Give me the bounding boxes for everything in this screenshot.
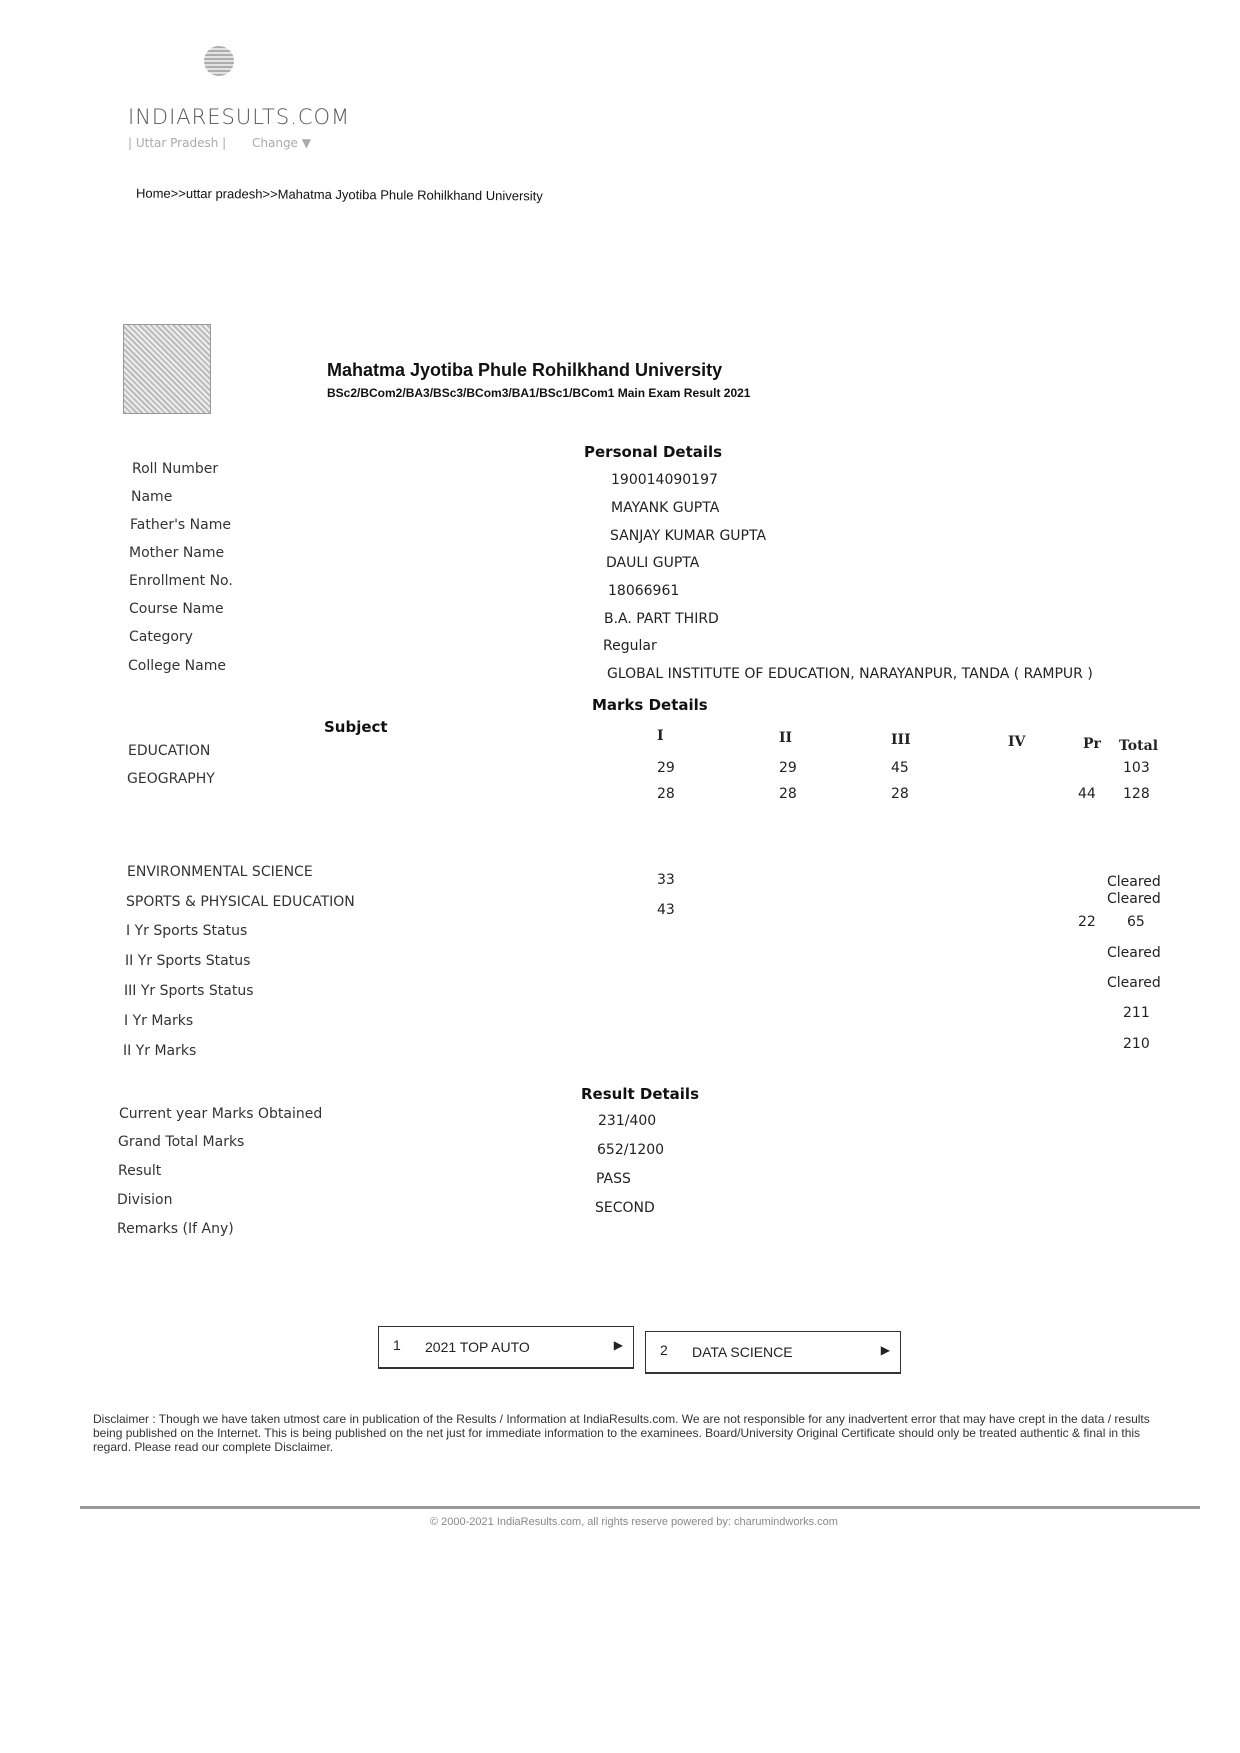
university-logo	[123, 324, 211, 414]
subject-name: III Yr Sports Status	[124, 983, 254, 999]
personal-value: Regular	[603, 638, 657, 654]
subject-heading: Subject	[324, 718, 388, 736]
mark-total: Cleared	[1107, 945, 1161, 961]
copyright-text: © 2000-2021 IndiaResults.com, all rights reserve powered by: charumindworks.com	[430, 1516, 838, 1528]
mark-i: 28	[657, 786, 675, 802]
disclaimer-text: Disclaimer : Though we have taken utmost care in publication of the Results / Information at IndiaResults.com. We are not responsible for any inadvertent error that may have crept in the data / results being published on the Internet. This is being published on the net just for immediate information to the examinees. Board/University Original Certificate should only be treated authentic & final in this regard. Please read our complete Disclaimer.	[93, 1412, 1150, 1454]
mark-i: 33	[657, 872, 675, 888]
column-header: III	[891, 732, 911, 748]
personal-label: Father's Name	[130, 517, 231, 533]
play-arrow-icon: ▶	[613, 1338, 623, 1352]
personal-value: 190014090197	[611, 472, 718, 488]
subject-name: II Yr Sports Status	[125, 953, 251, 969]
subject-name: ENVIRONMENTAL SCIENCE	[127, 864, 313, 880]
mark-pr: 22	[1078, 914, 1096, 930]
mark-total: Cleared	[1107, 975, 1161, 991]
mark-pr: 44	[1078, 786, 1096, 802]
personal-label: Name	[131, 489, 173, 505]
subject-name: II Yr Marks	[123, 1043, 197, 1059]
mark-iii: 45	[891, 760, 909, 776]
mark-total: 210	[1123, 1036, 1150, 1052]
personal-label: Course Name	[129, 601, 224, 617]
personal-value: DAULI GUPTA	[606, 555, 700, 571]
personal-label: Category	[129, 629, 193, 645]
mark-total: 103	[1123, 760, 1150, 776]
result-value: PASS	[596, 1171, 631, 1187]
result-label: Current year Marks Obtained	[119, 1106, 323, 1122]
play-arrow-icon: ▶	[880, 1343, 890, 1357]
personal-value: B.A. PART THIRD	[604, 611, 719, 627]
personal-label: Roll Number	[132, 461, 219, 477]
personal-value: SANJAY KUMAR GUPTA	[610, 528, 767, 544]
column-header: IV	[1008, 734, 1026, 750]
mark-total: 65	[1127, 914, 1145, 930]
exam-title: BSc2/BCom2/BA3/BSc3/BCom3/BA1/BSc1/BCom1 Main Exam Result 2021	[327, 386, 751, 400]
result-label: Grand Total Marks	[118, 1134, 245, 1150]
result-value: 231/400	[598, 1113, 657, 1129]
subject-name: I Yr Sports Status	[126, 923, 248, 939]
result-value: 652/1200	[597, 1142, 665, 1158]
subject-name: SPORTS & PHYSICAL EDUCATION	[126, 894, 355, 910]
result-label: Remarks (If Any)	[117, 1221, 234, 1237]
subject-name: GEOGRAPHY	[127, 771, 215, 787]
personal-details-heading: Personal Details	[584, 443, 723, 461]
result-details-heading: Result Details	[581, 1085, 699, 1103]
ad-label: DATA SCIENCE	[692, 1344, 793, 1360]
personal-value: 18066961	[608, 583, 680, 599]
ad-link-2[interactable]	[645, 1331, 901, 1374]
subject-name: I Yr Marks	[124, 1013, 194, 1029]
column-header: Total	[1119, 738, 1159, 754]
personal-value: MAYANK GUPTA	[611, 500, 720, 516]
state-label: | Uttar Pradesh |	[128, 136, 227, 150]
university-name: Mahatma Jyotiba Phule Rohilkhand University	[327, 360, 723, 380]
breadcrumb[interactable]: Home>>uttar pradesh>>Mahatma Jyotiba Phule Rohilkhand University	[135, 185, 543, 204]
column-header: I	[657, 728, 664, 744]
mark-total: 128	[1123, 786, 1150, 802]
mark-total: 211	[1123, 1005, 1150, 1021]
mark-i: 29	[657, 760, 675, 776]
subject-name: EDUCATION	[128, 743, 211, 759]
ad-number: 1	[393, 1337, 401, 1353]
column-header: II	[779, 730, 793, 746]
result-label: Result	[118, 1163, 162, 1179]
personal-label: Mother Name	[129, 545, 225, 561]
mark-ii: 29	[779, 760, 797, 776]
change-state-dropdown[interactable]: Change ▼	[252, 136, 311, 150]
ad-link-1[interactable]	[378, 1326, 634, 1369]
mark-i: 43	[657, 902, 675, 918]
footer-divider	[80, 1506, 1200, 1509]
ad-number: 2	[660, 1342, 668, 1358]
personal-value: GLOBAL INSTITUTE OF EDUCATION, NARAYANPUR, TANDA ( RAMPUR )	[607, 666, 1093, 682]
mark-total: Cleared	[1107, 891, 1161, 907]
marks-details-heading: Marks Details	[592, 696, 708, 714]
mark-iii: 28	[891, 786, 909, 802]
personal-label: College Name	[128, 658, 226, 674]
mark-total: Cleared	[1107, 874, 1161, 890]
ad-label: 2021 TOP AUTO	[425, 1339, 530, 1355]
mark-ii: 28	[779, 786, 797, 802]
site-logo[interactable]: INDIARESULTS.COM	[128, 105, 351, 129]
globe-logo-icon	[204, 46, 234, 76]
personal-label: Enrollment No.	[129, 573, 233, 589]
result-value: SECOND	[595, 1200, 655, 1216]
column-header: Pr	[1083, 736, 1101, 752]
result-label: Division	[117, 1192, 173, 1208]
